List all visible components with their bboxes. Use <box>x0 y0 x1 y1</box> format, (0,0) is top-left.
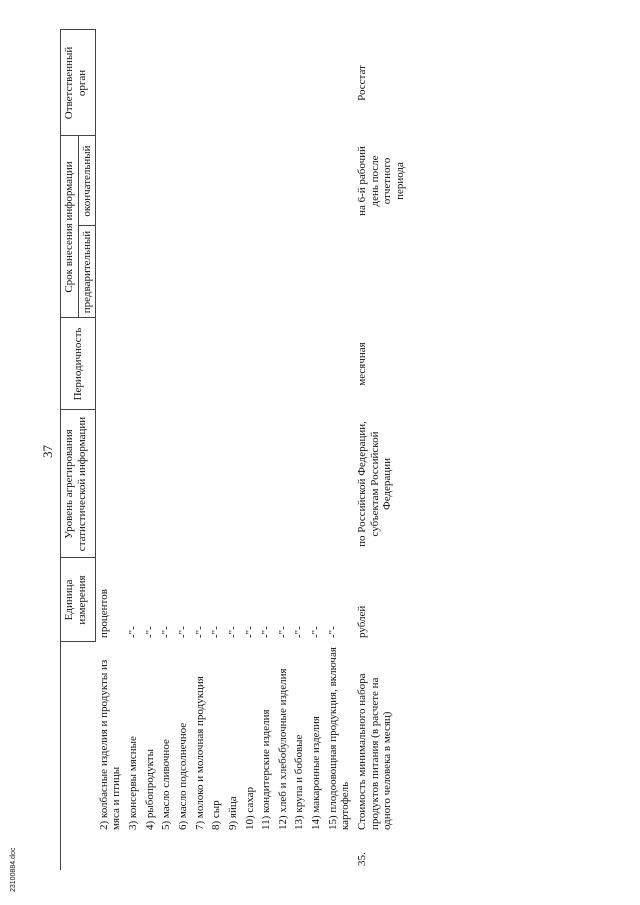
table-row <box>242 30 259 870</box>
row-num <box>96 834 125 870</box>
row-num <box>325 834 354 870</box>
row-num <box>258 834 275 870</box>
table-row <box>125 30 142 870</box>
table-row <box>258 30 275 870</box>
table-body <box>96 30 434 870</box>
row-num <box>275 834 292 870</box>
header-row-1 <box>61 30 79 870</box>
row-unit: -"- <box>127 626 140 638</box>
row-name: 15) плодоовощная продукция, включая картофель <box>326 647 352 830</box>
table-row <box>225 30 242 870</box>
table-row-35 <box>354 30 434 870</box>
row-unit: -"- <box>210 626 223 638</box>
row35-preliminary <box>354 226 434 318</box>
row-name: 6) масло подсолнечное <box>176 722 189 830</box>
row-unit: -"- <box>260 626 273 638</box>
table-row <box>208 30 225 870</box>
table-row <box>158 30 175 870</box>
row35-final: на 6-й рабочий день после отчетного периода <box>356 146 406 216</box>
page-number: 37 <box>40 445 55 458</box>
row35-responsible: Росстат <box>356 65 369 101</box>
row-name: 11) кондитерские изделия <box>260 709 273 830</box>
row-num <box>158 834 175 870</box>
row-name: 14) макаронные изделия <box>310 716 323 830</box>
header-unit: Единица измерения <box>61 558 96 642</box>
statistics-table <box>60 30 434 871</box>
row-name: 5) масло сливочное <box>160 739 173 830</box>
table-row <box>308 30 325 870</box>
row35-aggregation: по Российской Федерации, субъектам Российской Федерации <box>356 421 394 547</box>
row-name: 2) колбасные изделия и продукты из мяса и птицы <box>97 659 123 830</box>
row-unit: -"- <box>310 626 323 638</box>
table-row <box>291 30 308 870</box>
table-row <box>175 30 192 870</box>
row-name: 7) молоко и молочная продукция <box>193 676 206 830</box>
row-num <box>125 834 142 870</box>
row-name: 9) яйца <box>226 796 239 830</box>
row35-unit: рублей <box>356 605 369 638</box>
row-num <box>242 834 259 870</box>
row-num <box>142 834 159 870</box>
header-preliminary: предварительный <box>78 226 96 318</box>
header-num <box>61 834 96 870</box>
row-name: 3) консервы мясные <box>127 736 140 830</box>
table-row <box>192 30 209 870</box>
row-name: 4) рыбопродукты <box>143 749 156 830</box>
row-unit: -"- <box>193 626 206 638</box>
header-responsible: Ответственный орган <box>61 30 96 136</box>
rotated-page <box>40 30 600 870</box>
row-num <box>308 834 325 870</box>
table-row <box>96 30 125 870</box>
row-unit: -"- <box>243 626 256 638</box>
row-unit: -"- <box>293 626 306 638</box>
row-name: 13) крупа и бобовые <box>293 734 306 830</box>
row35-name: Стоимость минимального набора продуктов питания (в расчете на одного человека в месяц) <box>356 673 394 830</box>
row-num <box>192 834 209 870</box>
row-name: 8) сыр <box>210 800 223 830</box>
table-row <box>142 30 159 870</box>
row-num <box>208 834 225 870</box>
header-deadline: Срок внесения информации <box>61 136 79 318</box>
table-row <box>275 30 292 870</box>
row-unit: -"- <box>276 626 289 638</box>
row-unit: -"- <box>176 626 189 638</box>
header-aggregation: Уровень агрегирования статистической информации <box>61 410 96 558</box>
header-name <box>61 642 96 834</box>
row-name: 10) сахар <box>243 786 256 830</box>
row-num <box>175 834 192 870</box>
row-name: 12) хлеб и хлебобулочные изделия <box>276 668 289 830</box>
row-unit: -"- <box>326 626 339 638</box>
row35-periodicity: месячная <box>356 342 369 386</box>
row-unit: -"- <box>226 626 239 638</box>
table-row <box>325 30 354 870</box>
row-num <box>225 834 242 870</box>
row-unit: -"- <box>160 626 173 638</box>
row-unit: -"- <box>143 626 156 638</box>
document-id: 23100884.doc <box>10 847 17 892</box>
header-final: окончательный <box>78 136 96 226</box>
row-unit: процентов <box>98 589 111 638</box>
row35-num: 35. <box>356 852 369 866</box>
row-num <box>291 834 308 870</box>
header-periodicity: Периодичность <box>61 318 96 410</box>
